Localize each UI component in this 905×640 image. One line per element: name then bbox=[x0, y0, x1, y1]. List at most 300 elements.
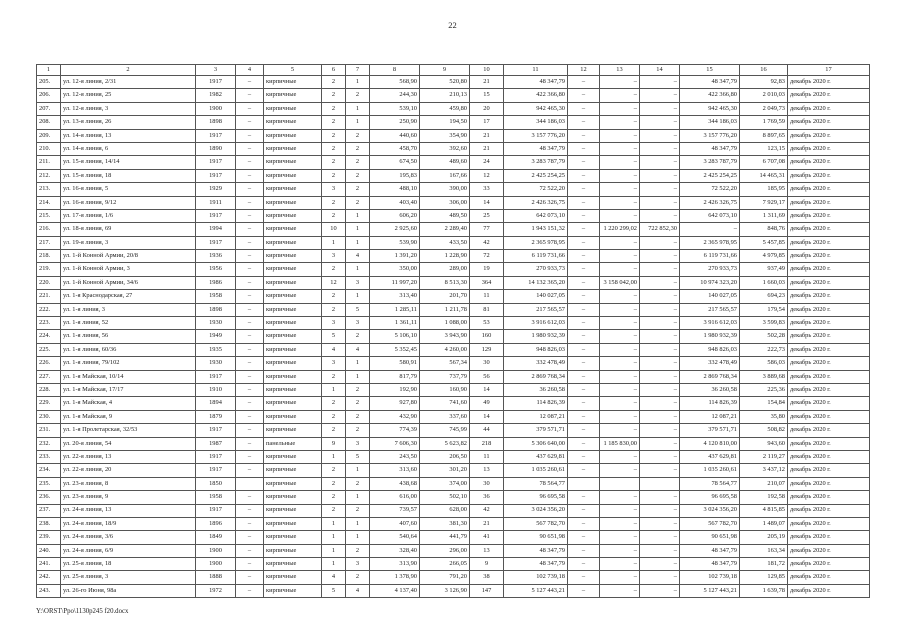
table-cell: 2 869 768,34 bbox=[504, 370, 568, 383]
table-cell: – bbox=[236, 410, 264, 423]
table-cell: 459,80 bbox=[420, 102, 470, 115]
table-cell: 489,50 bbox=[420, 209, 470, 222]
table-cell: 817,79 bbox=[370, 370, 420, 383]
table-cell: 2 bbox=[322, 76, 346, 89]
table-row bbox=[37, 102, 870, 115]
table-cell: 3 bbox=[322, 357, 346, 370]
table-cell: 2 bbox=[322, 491, 346, 504]
table-cell: 2 289,40 bbox=[420, 223, 470, 236]
table-cell: 1917 bbox=[196, 169, 236, 182]
table-cell: – bbox=[568, 209, 600, 222]
table-cell: 1949 bbox=[196, 330, 236, 343]
table-cell: 1 bbox=[346, 491, 370, 504]
table-cell: 580,91 bbox=[370, 357, 420, 370]
table-cell: декабрь 2020 г. bbox=[788, 357, 870, 370]
table-cell: 201,70 bbox=[420, 290, 470, 303]
table-cell: 3 283 787,79 bbox=[504, 156, 568, 169]
table-cell: 56 bbox=[470, 370, 504, 383]
table-cell: декабрь 2020 г. bbox=[788, 517, 870, 530]
table-cell: 2 bbox=[346, 424, 370, 437]
table-cell: 217. bbox=[37, 236, 61, 249]
table-cell: – bbox=[640, 410, 680, 423]
table-cell: декабрь 2020 г. bbox=[788, 424, 870, 437]
table-cell: 1 980 932,39 bbox=[504, 330, 568, 343]
table-cell: 5 bbox=[322, 330, 346, 343]
table-cell: декабрь 2020 г. bbox=[788, 89, 870, 102]
table-cell: 4 815,85 bbox=[740, 504, 788, 517]
table-cell: – bbox=[568, 102, 600, 115]
table-row bbox=[37, 183, 870, 196]
table-cell: 53 bbox=[470, 317, 504, 330]
table-cell: 210,07 bbox=[740, 477, 788, 490]
table-cell: – bbox=[568, 584, 600, 597]
table-cell: – bbox=[236, 223, 264, 236]
table-cell: 927,80 bbox=[370, 397, 420, 410]
table-cell bbox=[640, 477, 680, 490]
table-cell: 1 185 830,00 bbox=[600, 437, 640, 450]
table-cell: 1888 bbox=[196, 571, 236, 584]
table-cell: ул. 24-я линия, 18/9 bbox=[61, 517, 196, 530]
table-cell: 5 457,85 bbox=[740, 236, 788, 249]
table-cell: кирпичные bbox=[264, 263, 322, 276]
table-cell: 2 bbox=[346, 196, 370, 209]
table-cell: 114 826,39 bbox=[680, 397, 740, 410]
table-row bbox=[37, 330, 870, 343]
table-cell: – bbox=[600, 317, 640, 330]
table-cell: 244,30 bbox=[370, 89, 420, 102]
table-cell: – bbox=[640, 517, 680, 530]
table-cell: 942 465,30 bbox=[680, 102, 740, 115]
table-cell: 3 bbox=[322, 183, 346, 196]
table-cell: кирпичные bbox=[264, 491, 322, 504]
table-cell: 6 119 731,66 bbox=[504, 250, 568, 263]
table-cell: декабрь 2020 г. bbox=[788, 397, 870, 410]
table-cell: 214. bbox=[37, 196, 61, 209]
table-cell: 140 027,05 bbox=[504, 290, 568, 303]
table-cell: 1958 bbox=[196, 491, 236, 504]
table-cell: 185,95 bbox=[740, 183, 788, 196]
table-cell: 2 bbox=[346, 477, 370, 490]
table-cell: ул. 16-я линия, 5 bbox=[61, 183, 196, 196]
table-cell: 14 132 365,20 bbox=[504, 276, 568, 289]
table-row bbox=[37, 343, 870, 356]
table-cell: декабрь 2020 г. bbox=[788, 156, 870, 169]
table-cell: 12 087,21 bbox=[504, 410, 568, 423]
table-cell: 508,82 bbox=[740, 424, 788, 437]
table-cell: 78 564,77 bbox=[680, 477, 740, 490]
table-cell: – bbox=[600, 169, 640, 182]
table-cell: 3 283 787,79 bbox=[680, 156, 740, 169]
table-cell: 5 306 640,00 bbox=[504, 437, 568, 450]
table-cell: 4 bbox=[346, 343, 370, 356]
table-cell: декабрь 2020 г. bbox=[788, 263, 870, 276]
table-cell: – bbox=[600, 263, 640, 276]
table-cell: 642 073,10 bbox=[680, 209, 740, 222]
table-cell: – bbox=[568, 303, 600, 316]
table-cell: – bbox=[568, 276, 600, 289]
table-row bbox=[37, 196, 870, 209]
table-cell: 48 347,79 bbox=[504, 76, 568, 89]
table-row bbox=[37, 142, 870, 155]
table-row bbox=[37, 236, 870, 249]
table-cell: декабрь 2020 г. bbox=[788, 558, 870, 571]
table-cell: декабрь 2020 г. bbox=[788, 544, 870, 557]
table-cell: – bbox=[568, 383, 600, 396]
table-cell: – bbox=[640, 317, 680, 330]
table-cell: – bbox=[600, 504, 640, 517]
table-cell: 2 425 254,25 bbox=[504, 169, 568, 182]
table-cell: – bbox=[568, 317, 600, 330]
table-row bbox=[37, 571, 870, 584]
table-cell: 21 bbox=[470, 76, 504, 89]
column-number: 9 bbox=[420, 65, 470, 76]
table-cell: – bbox=[568, 223, 600, 236]
table-cell: – bbox=[236, 102, 264, 115]
table-cell: 1986 bbox=[196, 276, 236, 289]
table-cell: 432,90 bbox=[370, 410, 420, 423]
table-cell: 2 bbox=[346, 397, 370, 410]
table-cell: 14 bbox=[470, 410, 504, 423]
table-cell: – bbox=[236, 236, 264, 249]
table-cell: 1994 bbox=[196, 223, 236, 236]
table-cell: – bbox=[568, 89, 600, 102]
table-cell: кирпичные bbox=[264, 142, 322, 155]
table-cell: 1849 bbox=[196, 531, 236, 544]
table-cell: 2 bbox=[322, 169, 346, 182]
table-cell: – bbox=[568, 357, 600, 370]
table-cell: 2 bbox=[322, 156, 346, 169]
table-cell: 266,05 bbox=[420, 558, 470, 571]
table-cell: 3 916 612,03 bbox=[680, 317, 740, 330]
table-cell: 1900 bbox=[196, 102, 236, 115]
table-cell: декабрь 2020 г. bbox=[788, 330, 870, 343]
table-row bbox=[37, 491, 870, 504]
table-cell: 344 186,03 bbox=[504, 116, 568, 129]
table-cell: 3 157 776,20 bbox=[504, 129, 568, 142]
table-cell: кирпичные bbox=[264, 397, 322, 410]
table-cell: кирпичные bbox=[264, 544, 322, 557]
table-cell: 2 bbox=[346, 504, 370, 517]
table-cell: 3 157 776,20 bbox=[680, 129, 740, 142]
table-cell: – bbox=[236, 76, 264, 89]
table-cell: декабрь 2020 г. bbox=[788, 76, 870, 89]
table-cell: – bbox=[600, 491, 640, 504]
table-cell: 242. bbox=[37, 571, 61, 584]
table-cell: 77 bbox=[470, 223, 504, 236]
table-cell: 616,00 bbox=[370, 491, 420, 504]
table-cell: 1956 bbox=[196, 263, 236, 276]
table-cell: 9 bbox=[470, 558, 504, 571]
table-cell: декабрь 2020 г. bbox=[788, 223, 870, 236]
table-cell: 209. bbox=[37, 129, 61, 142]
table-cell: кирпичные bbox=[264, 76, 322, 89]
table-cell: 3 bbox=[322, 250, 346, 263]
table-cell: 1900 bbox=[196, 558, 236, 571]
table-cell: 1935 bbox=[196, 343, 236, 356]
table-cell: 11 bbox=[470, 290, 504, 303]
table-cell: 4 137,40 bbox=[370, 584, 420, 597]
table-cell: 1 bbox=[322, 558, 346, 571]
table-cell: ул. 1-я линия, 60/36 bbox=[61, 343, 196, 356]
table-cell: 337,60 bbox=[420, 410, 470, 423]
table-cell: 24 bbox=[470, 156, 504, 169]
table-cell: 235. bbox=[37, 477, 61, 490]
table-cell: – bbox=[600, 183, 640, 196]
table-cell: – bbox=[600, 410, 640, 423]
table-cell: кирпичные bbox=[264, 558, 322, 571]
table-cell: 344 186,03 bbox=[680, 116, 740, 129]
table-cell: 4 bbox=[322, 571, 346, 584]
table-cell: 379 571,71 bbox=[680, 424, 740, 437]
table-cell: 90 651,98 bbox=[680, 531, 740, 544]
table-cell: 1987 bbox=[196, 437, 236, 450]
table-cell: – bbox=[640, 558, 680, 571]
table-header-row bbox=[37, 65, 870, 76]
table-cell: 3 bbox=[346, 276, 370, 289]
table-cell: 1 bbox=[346, 517, 370, 530]
table-cell: 306,00 bbox=[420, 196, 470, 209]
table-row bbox=[37, 477, 870, 490]
table-cell: ул. 1-я Краснодарская, 27 bbox=[61, 290, 196, 303]
column-number: 10 bbox=[470, 65, 504, 76]
table-cell: 438,68 bbox=[370, 477, 420, 490]
table-cell: 225,36 bbox=[740, 383, 788, 396]
table-cell: 2 bbox=[322, 116, 346, 129]
table-cell: 30 bbox=[470, 357, 504, 370]
table-cell: – bbox=[600, 571, 640, 584]
table-cell: 301,20 bbox=[420, 464, 470, 477]
table-cell: 1 bbox=[322, 450, 346, 463]
table-cell: – bbox=[640, 584, 680, 597]
table-cell: 1929 bbox=[196, 183, 236, 196]
table-row bbox=[37, 169, 870, 182]
table-cell: 374,00 bbox=[420, 477, 470, 490]
table-cell: 102 739,18 bbox=[680, 571, 740, 584]
table-cell: 215. bbox=[37, 209, 61, 222]
table-cell: декабрь 2020 г. bbox=[788, 102, 870, 115]
table-cell: кирпичные bbox=[264, 303, 322, 316]
table-cell: 1898 bbox=[196, 116, 236, 129]
table-cell: – bbox=[600, 584, 640, 597]
table-cell: – bbox=[640, 571, 680, 584]
table-cell: ул. 1-я Майская, 4 bbox=[61, 397, 196, 410]
table-cell: 1917 bbox=[196, 76, 236, 89]
table-cell: 192,90 bbox=[370, 383, 420, 396]
table-row bbox=[37, 156, 870, 169]
table-cell: ул. 1-я линия, 79/102 bbox=[61, 357, 196, 370]
table-cell: 154,84 bbox=[740, 397, 788, 410]
table-cell: 1 361,11 bbox=[370, 317, 420, 330]
table-cell: 586,03 bbox=[740, 357, 788, 370]
table-cell: – bbox=[640, 169, 680, 182]
table-cell: 1982 bbox=[196, 89, 236, 102]
table-cell: 179,54 bbox=[740, 303, 788, 316]
table-cell: 72 522,20 bbox=[504, 183, 568, 196]
table-cell: – bbox=[568, 397, 600, 410]
table-cell: 2 119,27 bbox=[740, 450, 788, 463]
table-cell: 212. bbox=[37, 169, 61, 182]
table-cell: декабрь 2020 г. bbox=[788, 183, 870, 196]
table-cell: – bbox=[568, 330, 600, 343]
table-cell: – bbox=[640, 236, 680, 249]
table-cell: 1 bbox=[322, 383, 346, 396]
table-cell: ул. 1-й Конной Армии, 20/8 bbox=[61, 250, 196, 263]
table-cell: – bbox=[568, 263, 600, 276]
table-cell: 2 bbox=[322, 303, 346, 316]
page-number: 22 bbox=[448, 20, 457, 30]
table-cell: 1879 bbox=[196, 410, 236, 423]
table-cell: – bbox=[236, 517, 264, 530]
table-cell: 243. bbox=[37, 584, 61, 597]
table-cell: 2 925,60 bbox=[370, 223, 420, 236]
table-cell: 1917 bbox=[196, 464, 236, 477]
table-cell: 7 606,30 bbox=[370, 437, 420, 450]
table-cell: ул. 1-я Майская, 17/17 bbox=[61, 383, 196, 396]
table-cell: 332 478,49 bbox=[680, 357, 740, 370]
table-cell: 6 119 731,66 bbox=[680, 250, 740, 263]
table-cell: 1 bbox=[322, 236, 346, 249]
table-cell: – bbox=[568, 196, 600, 209]
table-cell: – bbox=[568, 370, 600, 383]
table-row bbox=[37, 209, 870, 222]
table-cell: – bbox=[236, 303, 264, 316]
table-cell: декабрь 2020 г. bbox=[788, 196, 870, 209]
table-cell: декабрь 2020 г. bbox=[788, 343, 870, 356]
table-cell: 12 bbox=[322, 276, 346, 289]
table-cell: ул. 19-я линия, 3 bbox=[61, 236, 196, 249]
column-number: 4 bbox=[236, 65, 264, 76]
table-cell: – bbox=[640, 116, 680, 129]
table-cell: – bbox=[568, 142, 600, 155]
table-cell: 205. bbox=[37, 76, 61, 89]
table-cell: декабрь 2020 г. bbox=[788, 169, 870, 182]
table-cell: – bbox=[600, 116, 640, 129]
table-cell: 206. bbox=[37, 89, 61, 102]
table-cell: 948 826,03 bbox=[504, 343, 568, 356]
table-cell: кирпичные bbox=[264, 169, 322, 182]
table-cell: 49 bbox=[470, 397, 504, 410]
table-cell: 72 bbox=[470, 250, 504, 263]
table-row bbox=[37, 397, 870, 410]
table-cell: 1 378,90 bbox=[370, 571, 420, 584]
table-cell: ул. 25-я линия, 18 bbox=[61, 558, 196, 571]
table-cell: 4 120 810,00 bbox=[680, 437, 740, 450]
table-cell: 160,90 bbox=[420, 383, 470, 396]
table-cell: 2 bbox=[322, 410, 346, 423]
table-cell: – bbox=[640, 357, 680, 370]
table-cell: 1917 bbox=[196, 450, 236, 463]
table-cell: – bbox=[600, 397, 640, 410]
table-cell: кирпичные bbox=[264, 129, 322, 142]
table-cell: 33 bbox=[470, 183, 504, 196]
table-cell: 6 707,08 bbox=[740, 156, 788, 169]
table-cell: 2 bbox=[346, 169, 370, 182]
table-cell: 227. bbox=[37, 370, 61, 383]
table-cell: 72 522,20 bbox=[680, 183, 740, 196]
table-cell: – bbox=[236, 156, 264, 169]
table-cell: – bbox=[568, 558, 600, 571]
table-cell: 181,72 bbox=[740, 558, 788, 571]
table-cell: 2 bbox=[346, 156, 370, 169]
table-cell: – bbox=[600, 236, 640, 249]
table-cell: 1 489,07 bbox=[740, 517, 788, 530]
table-cell: 745,99 bbox=[420, 424, 470, 437]
table-cell: 2 bbox=[346, 571, 370, 584]
table-cell: декабрь 2020 г. bbox=[788, 116, 870, 129]
table-cell: 5 623,82 bbox=[420, 437, 470, 450]
table-cell: 1 bbox=[346, 223, 370, 236]
table-cell: – bbox=[236, 491, 264, 504]
table-cell: 2 bbox=[322, 196, 346, 209]
table-cell: ул. 15-я линия, 14/14 bbox=[61, 156, 196, 169]
table-cell: 422 366,80 bbox=[504, 89, 568, 102]
table-cell: декабрь 2020 г. bbox=[788, 571, 870, 584]
table-cell: 92,83 bbox=[740, 76, 788, 89]
table-cell: 225. bbox=[37, 343, 61, 356]
table-cell: 147 bbox=[470, 584, 504, 597]
table-cell: 488,10 bbox=[370, 183, 420, 196]
table-cell: декабрь 2020 г. bbox=[788, 129, 870, 142]
table-cell: 1 220 299,02 bbox=[600, 223, 640, 236]
table-cell: ул. 14-я линия, 6 bbox=[61, 142, 196, 155]
table-cell: 3 916 612,03 bbox=[504, 317, 568, 330]
table-cell: кирпичные bbox=[264, 531, 322, 544]
table-cell: – bbox=[568, 250, 600, 263]
table-cell: – bbox=[600, 330, 640, 343]
table-cell: 848,76 bbox=[740, 223, 788, 236]
table-cell: декабрь 2020 г. bbox=[788, 236, 870, 249]
table-cell: декабрь 2020 г. bbox=[788, 464, 870, 477]
table-cell: 226. bbox=[37, 357, 61, 370]
table-cell: – bbox=[568, 290, 600, 303]
footer-file-path: Y:\ORST\Ppo\1130p245 f20.docx bbox=[36, 608, 129, 615]
table-cell: – bbox=[236, 397, 264, 410]
table-cell: 237. bbox=[37, 504, 61, 517]
table-cell: 332 478,49 bbox=[504, 357, 568, 370]
table-cell: 5 bbox=[322, 584, 346, 597]
table-cell: ул. 1-я линия, 56 bbox=[61, 330, 196, 343]
table-cell: – bbox=[236, 343, 264, 356]
table-cell: 234. bbox=[37, 464, 61, 477]
table-cell: – bbox=[640, 276, 680, 289]
table-cell: – bbox=[600, 129, 640, 142]
table-cell: 1 bbox=[346, 209, 370, 222]
table-cell: 48 347,79 bbox=[504, 558, 568, 571]
table-cell: 1896 bbox=[196, 517, 236, 530]
table-cell: – bbox=[600, 303, 640, 316]
table-cell: – bbox=[640, 290, 680, 303]
table-cell: ул. 1-й Конной Армии, 3 bbox=[61, 263, 196, 276]
table-row bbox=[37, 223, 870, 236]
table-cell: 1 228,90 bbox=[420, 250, 470, 263]
table-cell: 437 629,81 bbox=[504, 450, 568, 463]
table-cell: 224. bbox=[37, 330, 61, 343]
table-cell: 36 bbox=[470, 491, 504, 504]
table-cell: 1917 bbox=[196, 504, 236, 517]
table-cell: 791,20 bbox=[420, 571, 470, 584]
table-cell: 1894 bbox=[196, 397, 236, 410]
table-cell: 1 660,03 bbox=[740, 276, 788, 289]
table-cell: 1917 bbox=[196, 370, 236, 383]
table-cell: 520,80 bbox=[420, 76, 470, 89]
table-cell: – bbox=[640, 129, 680, 142]
table-cell: 568,90 bbox=[370, 76, 420, 89]
table-cell: 1 035 260,61 bbox=[504, 464, 568, 477]
column-number: 1 bbox=[37, 65, 61, 76]
table-cell: – bbox=[568, 450, 600, 463]
table-cell: 230. bbox=[37, 410, 61, 423]
table-row bbox=[37, 370, 870, 383]
